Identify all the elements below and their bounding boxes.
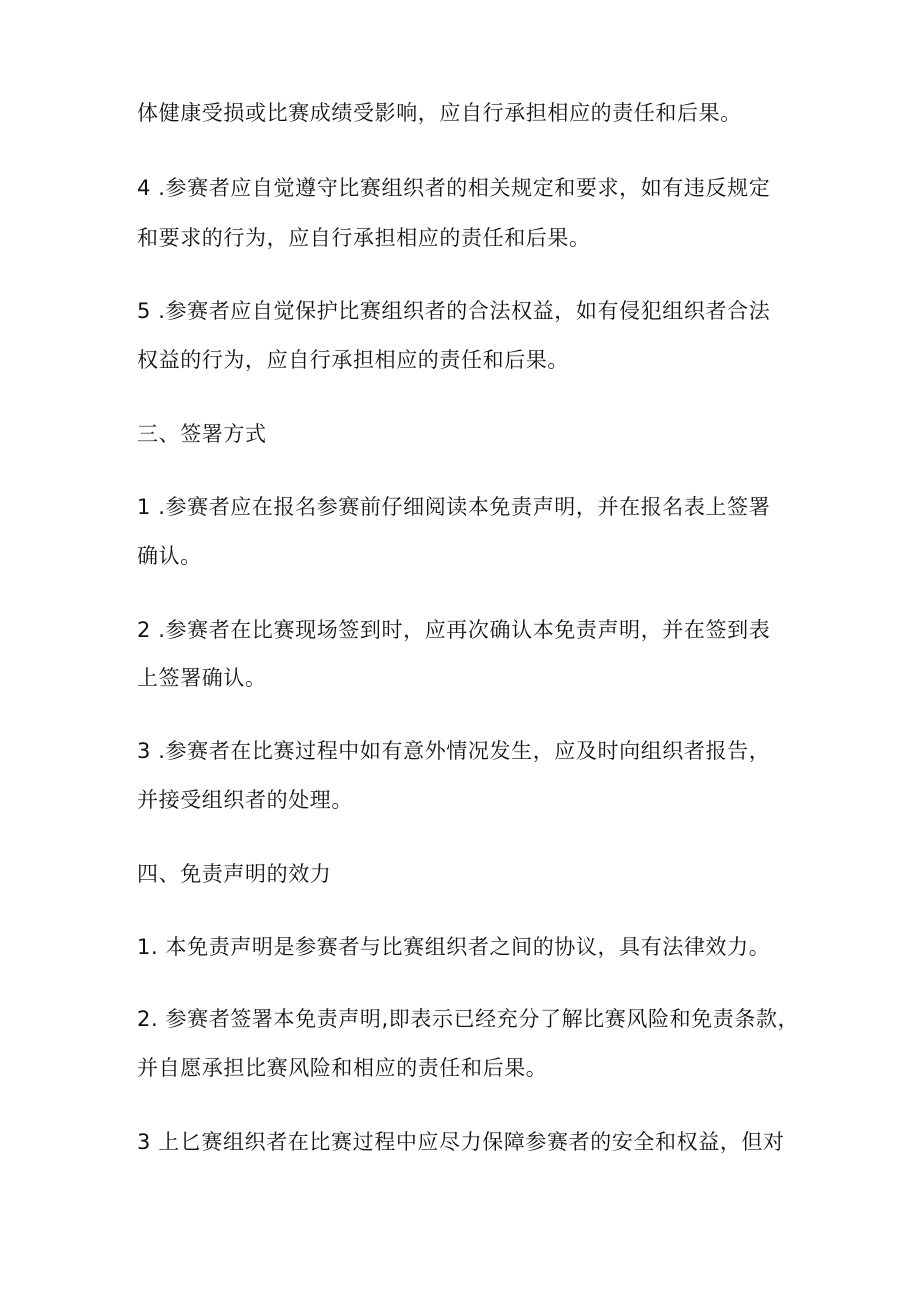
section-heading: 四、免责声明的效力 (137, 862, 332, 886)
text-line: 体健康受损或比赛成绩受影响，应自行承担相应的责任和后果。 (137, 101, 742, 125)
text-line: 上签署确认。 (137, 666, 267, 690)
text-line: 1. 本免责声明是参赛者与比赛组织者之间的协议，具有法律效力。 (137, 935, 771, 959)
text-line: 2. 参赛者签署本免责声明,即表示已经充分了解比赛风险和免责条款， (137, 1007, 800, 1031)
text-line: 4 .参赛者应自觉遵守比赛组织者的相关规定和要求，如有违反规定 (137, 176, 771, 200)
section-heading: 三、签署方式 (137, 422, 267, 446)
text-line: 和要求的行为，应自行承担相应的责任和后果。 (137, 226, 591, 250)
text-line: 权益的行为，应自行承担相应的责任和后果。 (137, 348, 569, 372)
text-line: 2 .参赛者在比赛现场签到时，应再次确认本免责声明，并在签到表 (137, 618, 771, 642)
text-line: 3 上匕赛组织者在比赛过程中应尽力保障参赛者的安全和权益，但对 (137, 1130, 785, 1154)
text-line: 1 .参赛者应在报名参赛前仔细阅读本免责声明，并在报名表上签署 (137, 495, 771, 519)
text-line: 并接受组织者的处理。 (137, 788, 353, 812)
text-line: 并自愿承担比赛风险和相应的责任和后果。 (137, 1056, 548, 1080)
text-line: 3 .参赛者在比赛过程中如有意外情况发生，应及时向组织者报告， (137, 739, 771, 763)
text-line: 5 .参赛者应自觉保护比赛组织者的合法权益，如有侵犯组织者合法 (137, 299, 771, 323)
text-line: 确认。 (137, 544, 202, 568)
